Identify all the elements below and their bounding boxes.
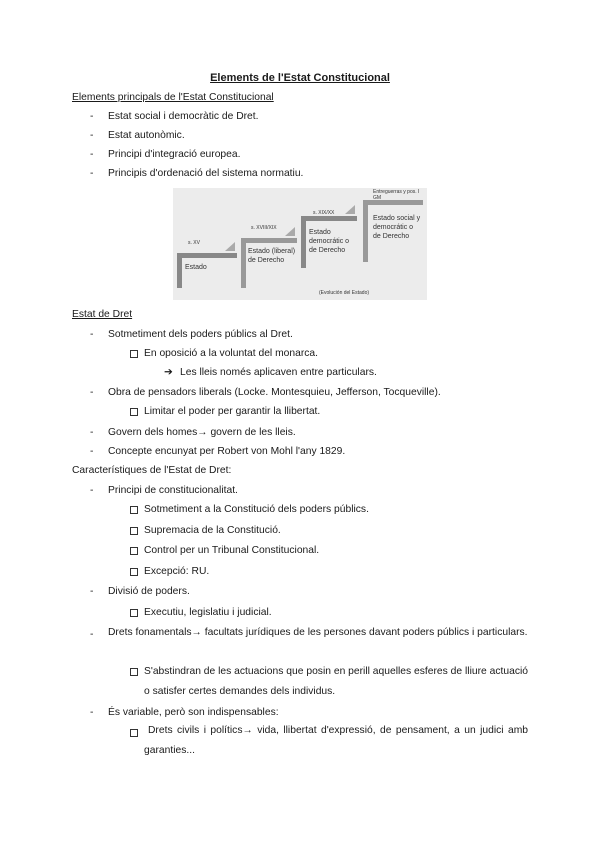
bullet-dash: - [90,168,94,179]
staircase-graphic [173,188,427,300]
sub-item: Drets civils i polítics→ vida, llibertat d'expressió, de pensament, a un judici amb garanties... [144,725,528,756]
step4-label: Estado social y democrátic o de Derecho [373,215,421,240]
list-item: Estat social i democràtic de Dret. [108,111,259,122]
bullet-dash: - [90,629,94,640]
bullet-dash: - [90,446,94,457]
list-item: Divisió de poders. [108,586,190,597]
sub-item: Limitar el poder per garantir la llibertat. [144,406,321,417]
sub-item: Control per un Tribunal Constitucional. [144,545,320,556]
step1-era: s. XV [188,240,200,246]
checkbox-bullet [130,609,138,617]
sub-item: Sotmetiment a la Constitució dels poders públics. [144,504,369,515]
bullet-dash: - [90,329,94,340]
section-heading-caracteristiques: Característiques de l'Estat de Dret: [72,465,232,476]
list-item: Sotmetiment dels poders públics al Dret. [108,329,293,340]
checkbox-bullet [130,506,138,514]
sub-sub-item: Les lleis només aplicaven entre particulars. [180,367,377,378]
sub-item: Excepció: RU. [144,566,210,577]
list-item: Concepte encunyat per Robert von Mohl l'any 1829. [108,446,346,457]
bullet-dash: - [90,130,94,141]
checkbox-bullet [130,668,138,676]
bullet-dash: - [90,149,94,160]
state-evolution-diagram [173,188,427,300]
sub-item: S'abstindran de les actuacions que posin en perill aquelles esferes de lliure actuació o satisfer certes demandes dels individus. [144,666,528,697]
step3-label: Estado democrátic o de Derecho [309,229,350,254]
list-item: Govern dels homes→ govern de les lleis. [108,427,296,438]
step4-era: Entreguerras y pos. I GM [373,189,420,201]
section-heading-elements: Elements principals de l'Estat Constitucional [72,92,274,103]
section-heading-estat-de-dret: Estat de Dret [72,309,133,320]
sub-item: Supremacia de la Constitució. [144,525,281,536]
list-item: Obra de pensadors liberals (Locke. Montesquieu, Jefferson, Tocqueville). [108,387,441,398]
sub-item: Executiu, legislatiu i judicial. [144,607,272,618]
list-item: Principi de constitucionalitat. [108,485,238,496]
bullet-dash: - [90,586,94,597]
step2-era: s. XVIII/XIX [251,225,277,231]
diagram-caption: (Evolución del Estado) [319,290,370,296]
list-item: Estat autonòmic. [108,130,185,141]
checkbox-bullet [130,527,138,535]
arrow-icon: ➔ [164,367,173,378]
bullet-dash: - [90,427,94,438]
list-item: És variable, però son indispensables: [108,707,279,718]
bullet-dash: - [90,707,94,718]
step2-label: Estado (liberal) de Derecho [248,248,296,264]
document-title: Elements de l'Estat Constitucional [210,72,390,84]
step3-era: s. XIX/XX [313,210,335,216]
bullet-dash: - [90,111,94,122]
list-item: Principi d'integració europea. [108,149,241,160]
list-item: Drets fonamentals→ facultats jurídiques de les persones davant poders públics i particulars. [108,627,528,638]
checkbox-bullet [130,408,138,416]
step1-label: Estado [185,264,207,271]
bullet-dash: - [90,485,94,496]
checkbox-bullet [130,729,138,737]
checkbox-bullet [130,350,138,358]
sub-item: En oposició a la voluntat del monarca. [144,348,319,359]
list-item: Principis d'ordenació del sistema normatiu. [108,168,304,179]
checkbox-bullet [130,568,138,576]
bullet-dash: - [90,387,94,398]
checkbox-bullet [130,547,138,555]
